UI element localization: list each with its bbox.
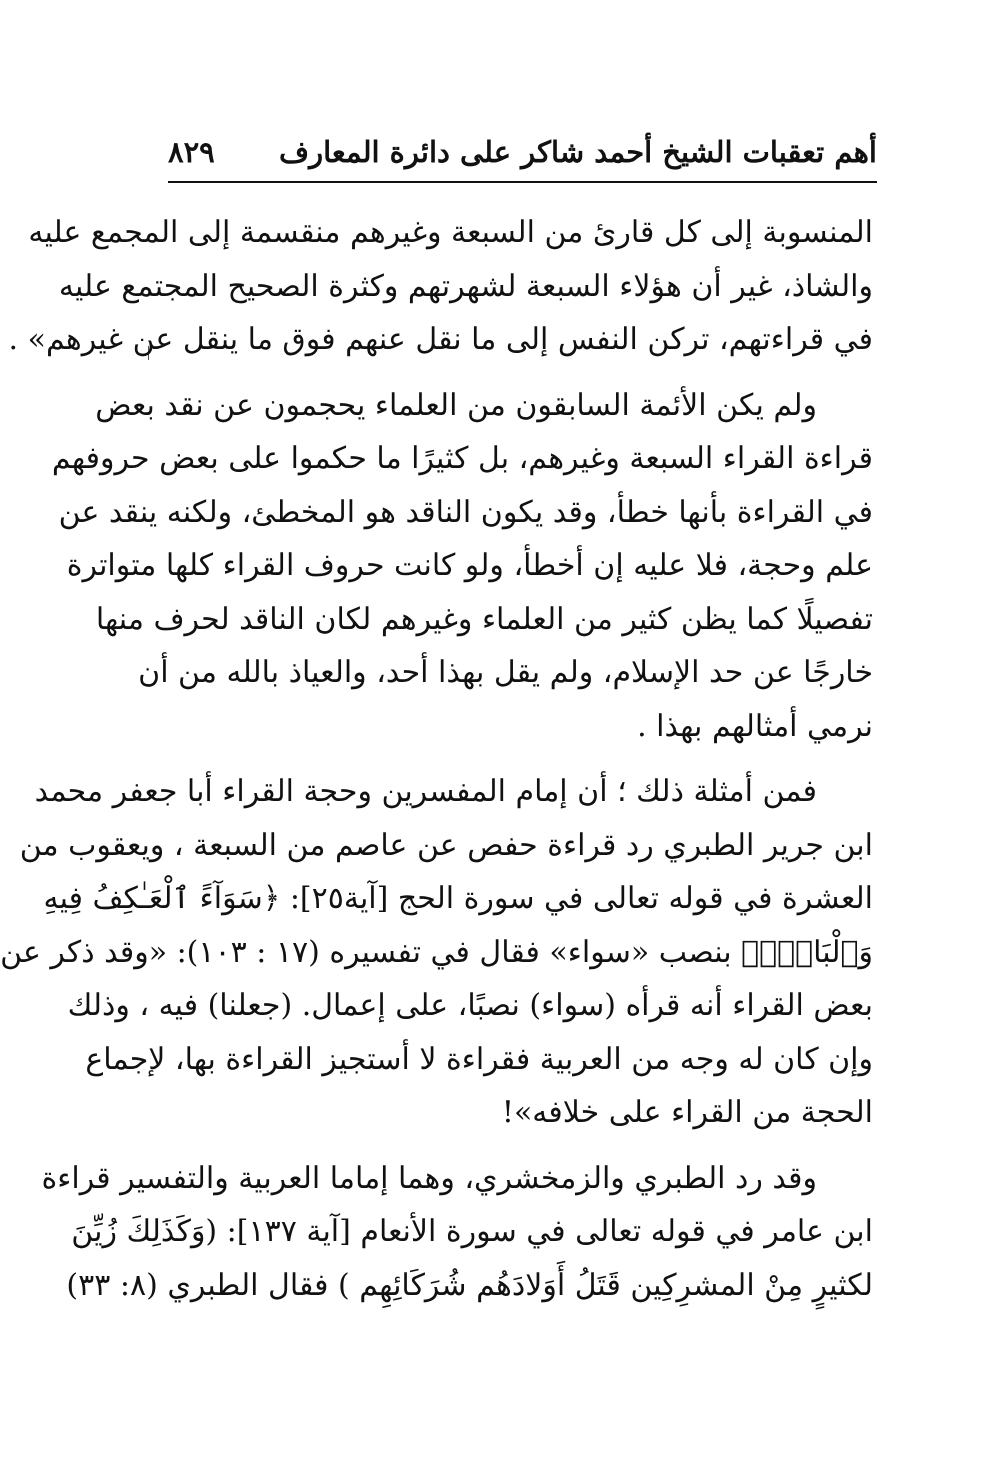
text-line: لكثيرٍ مِنْ المشرِكِين قَتَلُ أَوَلادَهُم شُرَكَائِهِم ) فقال الطبري (٨: ٣٣)	[66, 1267, 873, 1303]
text-line: فمن أمثلة ذلك ؛ أن إمام المفسرين وحجة القراء أبا جعفر محمد	[34, 774, 817, 809]
paragraph-1	[8, 206, 873, 367]
page-number: ٨٢٩	[168, 135, 215, 169]
text-line: قراءة القراء السبعة وغيرهم، بل كثيرًا ما حكموا على بعض حروفهم	[51, 441, 873, 476]
paragraph-3	[0, 765, 873, 1140]
text-line: خارجًا عن حد الإسلام، ولم يقل بهذا أحد، والعياذ بالله من أن	[138, 655, 873, 690]
text-line: ابن جرير الطبري رد قراءة حفص عن عاصم من السبعة ، ويعقوب من	[19, 827, 873, 863]
text-line: ولم يكن الأئمة السابقون من العلماء يحجمون عن نقد بعض	[95, 387, 817, 423]
text-line: وَٱلْبَادِۚ﴾ بنصب «سواء» فقال في تفسيره (١٧ : ١٠٣): «وقد ذكر عن	[0, 934, 873, 970]
running-header	[168, 128, 877, 176]
header-rule	[168, 181, 877, 183]
paragraph-2	[51, 379, 873, 754]
header-title: أهم تعقبات الشيخ أحمد شاكر على دائرة المعارف	[279, 135, 877, 169]
text-line: وقد رد الطبري والزمخشري، وهما إماما العربية والتفسير قراءة	[41, 1160, 817, 1196]
paragraph-4	[41, 1152, 873, 1313]
text-line: تفصيلًا كما يظن كثير من العلماء وغيرهم لكان الناقد لحرف منها	[95, 601, 873, 637]
text-line: في القراءة بأنها خطأ، وقد يكون الناقد هو المخطئ، ولكنه ينقد عن	[58, 494, 873, 530]
text-line: وإن كان له وجه من العربية فقراءة لا أستجيز القراءة بها، لإجماع	[85, 1041, 873, 1077]
body-text	[0, 206, 873, 1312]
text-line: والشاذ، غير أن هؤلاء السبعة لشهرتهم وكثرة الصحيح المجتمع عليه	[58, 268, 873, 304]
text-line: نرمي أمثالهم بهذا .	[637, 708, 873, 744]
text-line: علم وحجة، فلا عليه إن أخطأ، ولو كانت حروف القراء كلها متواترة	[66, 548, 873, 583]
text-line: في قراءتهم، تركن النفس إلى ما نقل عنهم فوق ما ينقل عن غيرهم» .	[8, 322, 873, 357]
text-line: ابن عامر في قوله تعالى في سورة الأنعام [آية ١٣٧]: (وَكَذَلِكَ زُيِّنَ	[71, 1214, 873, 1249]
text-line: الحجة من القراء على خلافه»!	[501, 1095, 873, 1130]
text-line: بعض القراء أنه قرأه (سواء) نصبًا، على إعمال. (جعلنا) فيه ، وذلك	[67, 988, 873, 1023]
text-line: المنسوبة إلى كل قارئ من السبعة وغيرهم منقسمة إلى المجمع عليه	[28, 215, 873, 250]
text-line: العشرة في قوله تعالى في سورة الحج [آية٢٥]: ﴿سَوَآءً ٱلْعَـٰكِفُ فِيهِ	[43, 881, 873, 916]
